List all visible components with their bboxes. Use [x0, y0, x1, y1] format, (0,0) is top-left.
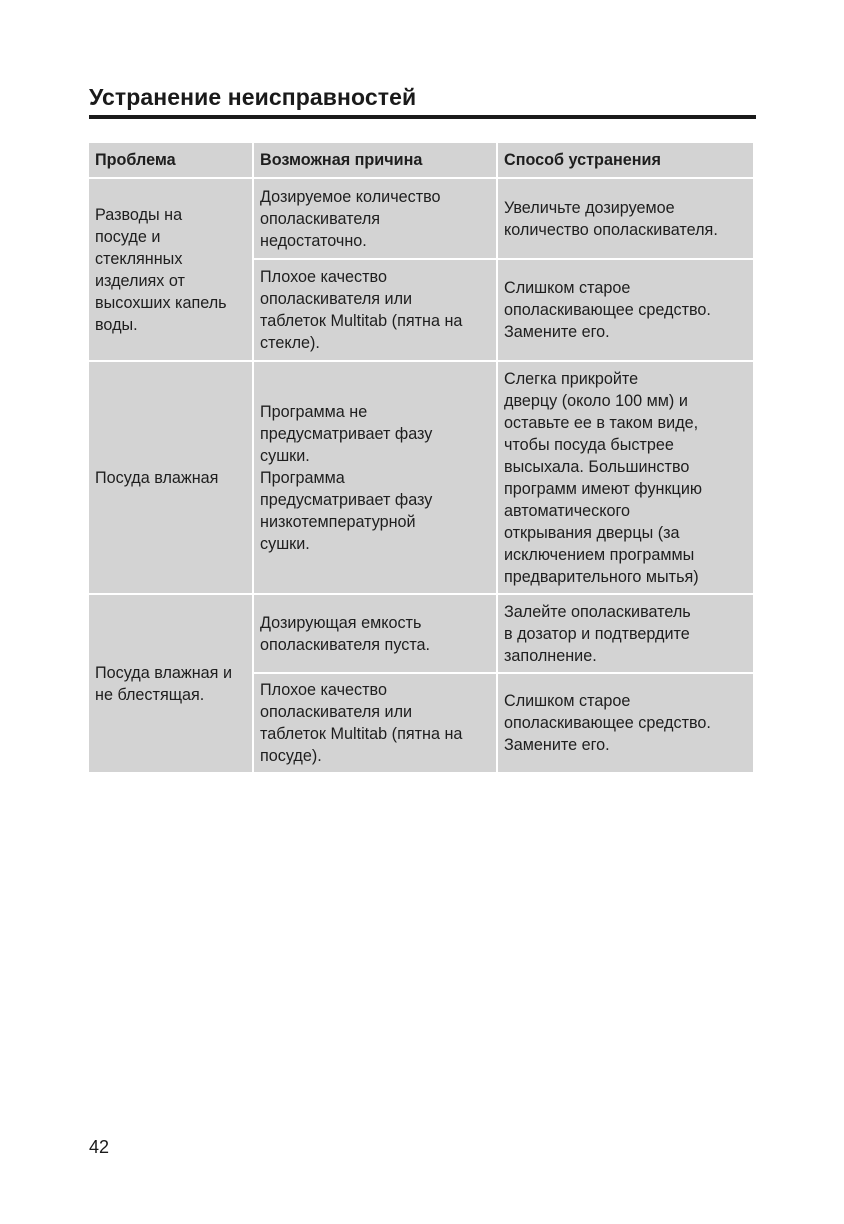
title-rule: [89, 115, 756, 119]
remedy-cell: [498, 179, 753, 260]
problem-cell: [89, 179, 254, 362]
remedy-text: Залейте ополаскиватель в дозатор и подтвердите заполнение.: [504, 602, 691, 665]
remedy-cell: [498, 674, 753, 774]
cause-cell: [254, 179, 498, 260]
remedy-cell: [498, 260, 753, 362]
remedy-text: Слишком старое ополаскивающее средство. Замените его.: [504, 279, 711, 341]
header-problem: Проблема: [89, 143, 254, 179]
cause-cell: [254, 595, 498, 674]
remedy-cell: [498, 362, 753, 595]
table-row: [89, 362, 753, 595]
troubleshooting-table: [89, 143, 753, 774]
table-header-row: [89, 143, 753, 179]
header-remedy: Способ устранения: [498, 143, 753, 179]
remedy-text: Увеличьте дозируемое количество ополаскивателя.: [504, 198, 718, 239]
cause-cell: [254, 674, 498, 774]
problem-cell: [89, 595, 254, 774]
header-cause: Возможная причина: [254, 143, 498, 179]
problem-text: Посуда влажная: [95, 468, 219, 487]
cause-text: Плохое качество ополаскивателя или таблеток Multitab (пятна на посуде).: [260, 681, 463, 765]
problem-cell: [89, 362, 254, 595]
remedy-text: Слишком старое ополаскивающее средство. Замените его.: [504, 692, 711, 754]
section-title: Устранение неисправностей: [89, 84, 417, 110]
cause-cell: [254, 362, 498, 595]
table-row: [89, 179, 753, 260]
table-row: [89, 595, 753, 674]
cause-text: Плохое качество ополаскивателя или таблеток Multitab (пятна на стекле).: [260, 268, 463, 352]
cause-text: Программа не предусматривает фазу сушки. Программа предусматривает фазу низкотемпературной сушки.: [260, 402, 433, 553]
cause-text: Дозируемое количество ополаскивателя недостаточно.: [260, 187, 441, 250]
problem-text: Разводы на посуде и стеклянных изделиях от высохших капель воды.: [95, 205, 227, 334]
remedy-cell: [498, 595, 753, 674]
cause-cell: [254, 260, 498, 362]
remedy-text: Слегка прикройте дверцу (около 100 мм) и оставьте ее в таком виде, чтобы посуда быстрее высыхала. Большинство программ имеют функцию автоматического открывания дверцы (за исключением программы предварительного мытья): [504, 369, 703, 586]
cause-text: Дозирующая емкость ополаскивателя пуста.: [260, 613, 431, 654]
problem-text: Посуда влажная и не блестящая.: [95, 663, 232, 704]
page-number: 42: [89, 1137, 110, 1157]
